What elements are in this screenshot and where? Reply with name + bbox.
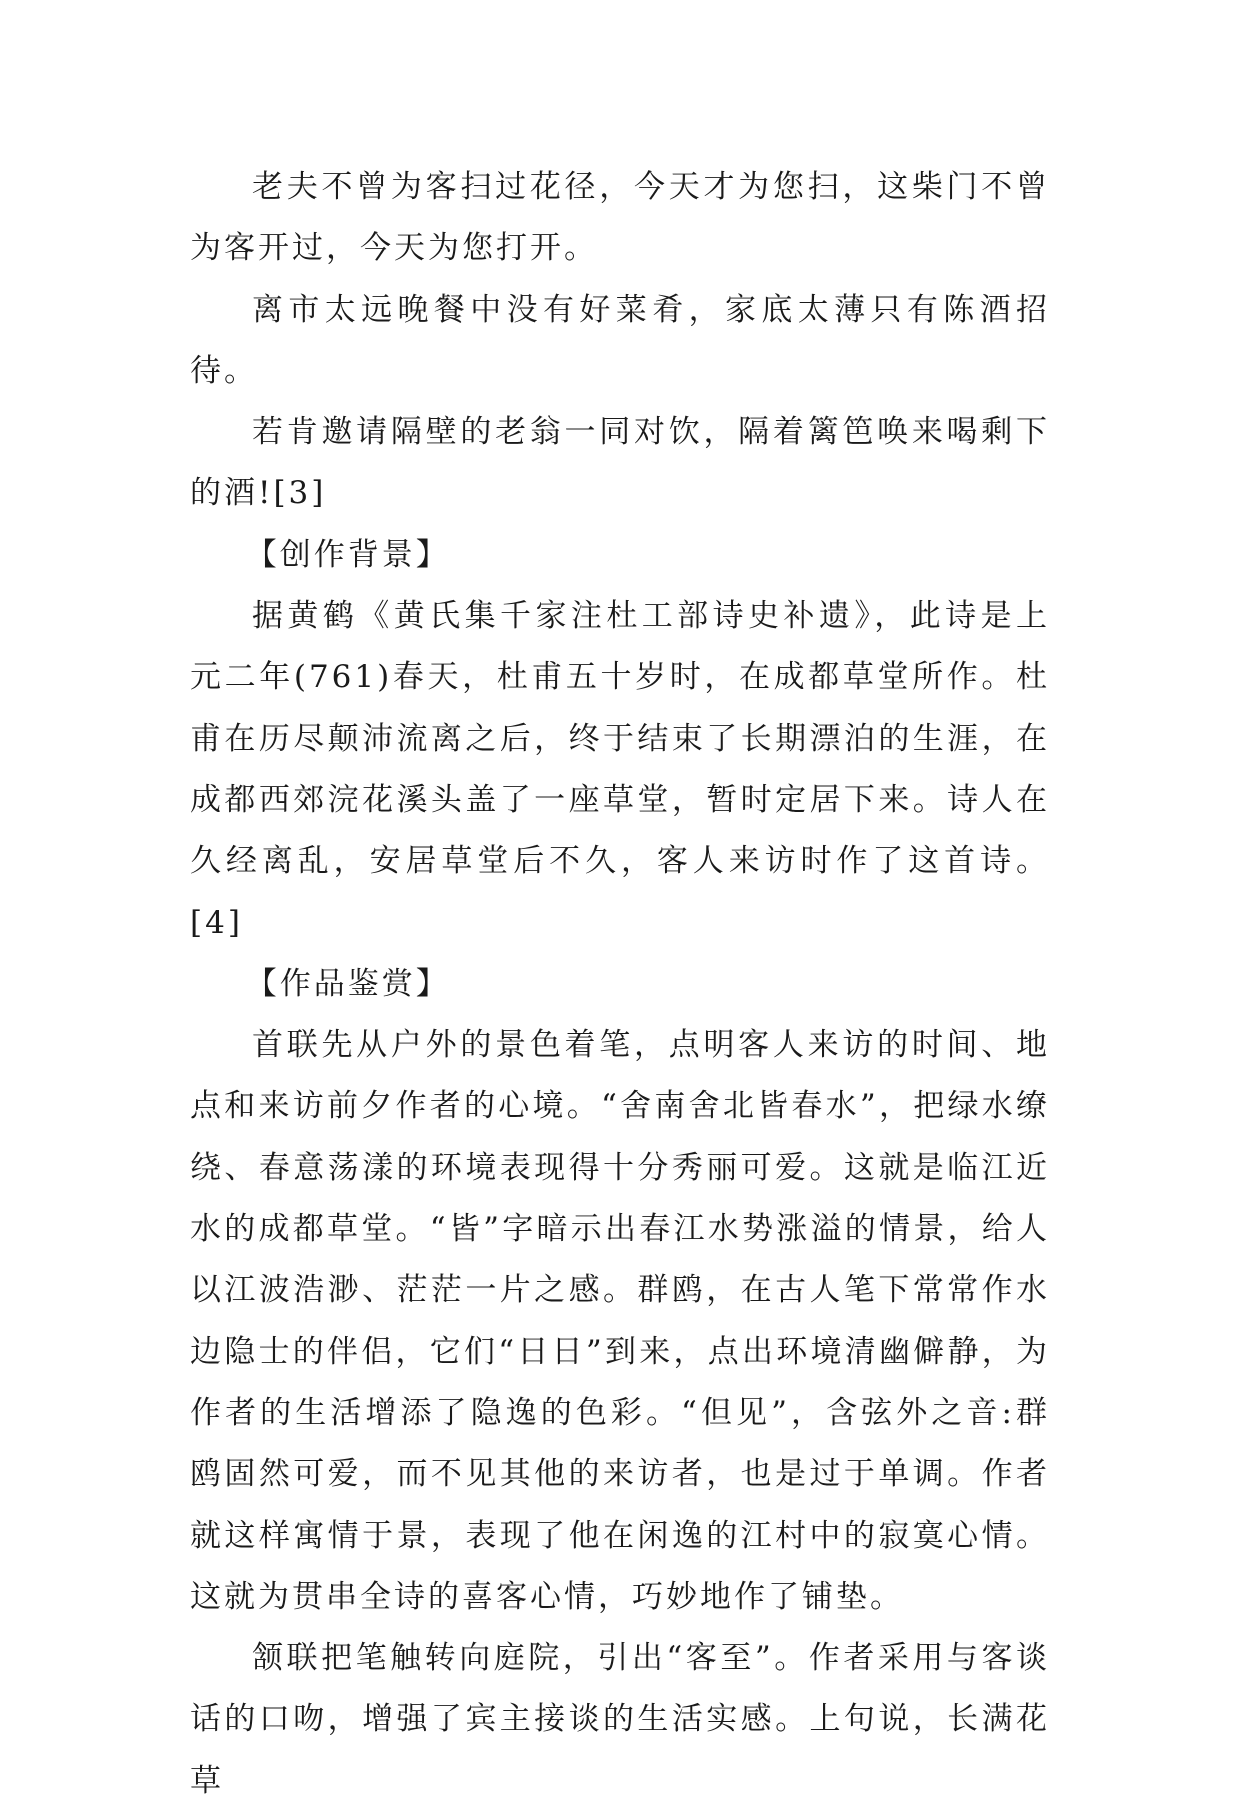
paragraph: 老夫不曾为客扫过花径，今天才为您扫，这柴门不曾为客开过，今天为您打开。 xyxy=(190,169,1050,267)
section-heading-background: 【创作背景】 xyxy=(245,536,450,573)
paragraph: 若肯邀请隔壁的老翁一同对饮，隔着篱笆唤来喝剩下的酒![3] xyxy=(190,414,1050,512)
paragraph: 颔联把笔触转向庭院，引出“客至”。作者采用与客谈话的口吻，增强了宾主接谈的生活实感。上句说，长满花草 xyxy=(190,1640,1050,1799)
paragraph: 离市太远晚餐中没有好菜肴，家底太薄只有陈酒招待。 xyxy=(190,291,1050,389)
section-heading-appreciation: 【作品鉴赏】 xyxy=(245,965,450,1002)
document-body xyxy=(190,157,1050,1812)
paragraph: 首联先从户外的景色着笔，点明客人来访的时间、地点和来访前夕作者的心境。“舍南舍北皆春水”，把绿水缭绕、春意荡漾的环境表现得十分秀丽可爱。这就是临江近水的成都草堂。“皆”字暗示出春江水势涨溢的情景，给人以江波浩渺、茫茫一片之感。群鸥，在古人笔下常常作水边隐士的伴侣，它们“日日”到来，点出环境清幽僻静，为作者的生活增添了隐逸的色彩。“但见”，含弦外之音:群鸥固然可爱，而不见其他的来访者，也是过于单调。作者就这样寓情于景，表现了他在闲逸的江村中的寂寞心情。这就为贯串全诗的喜客心情，巧妙地作了铺垫。 xyxy=(190,1027,1050,1615)
paragraph: 据黄鹤《黄氏集千家注杜工部诗史补遗》，此诗是上元二年(761)春天，杜甫五十岁时，在成都草堂所作。杜甫在历尽颠沛流离之后，终于结束了长期漂泊的生涯，在成都西郊浣花溪头盖了一座草堂，暂时定居下来。诗人在久经离乱，安居草堂后不久，客人来访时作了这首诗。[4] xyxy=(190,598,1050,941)
